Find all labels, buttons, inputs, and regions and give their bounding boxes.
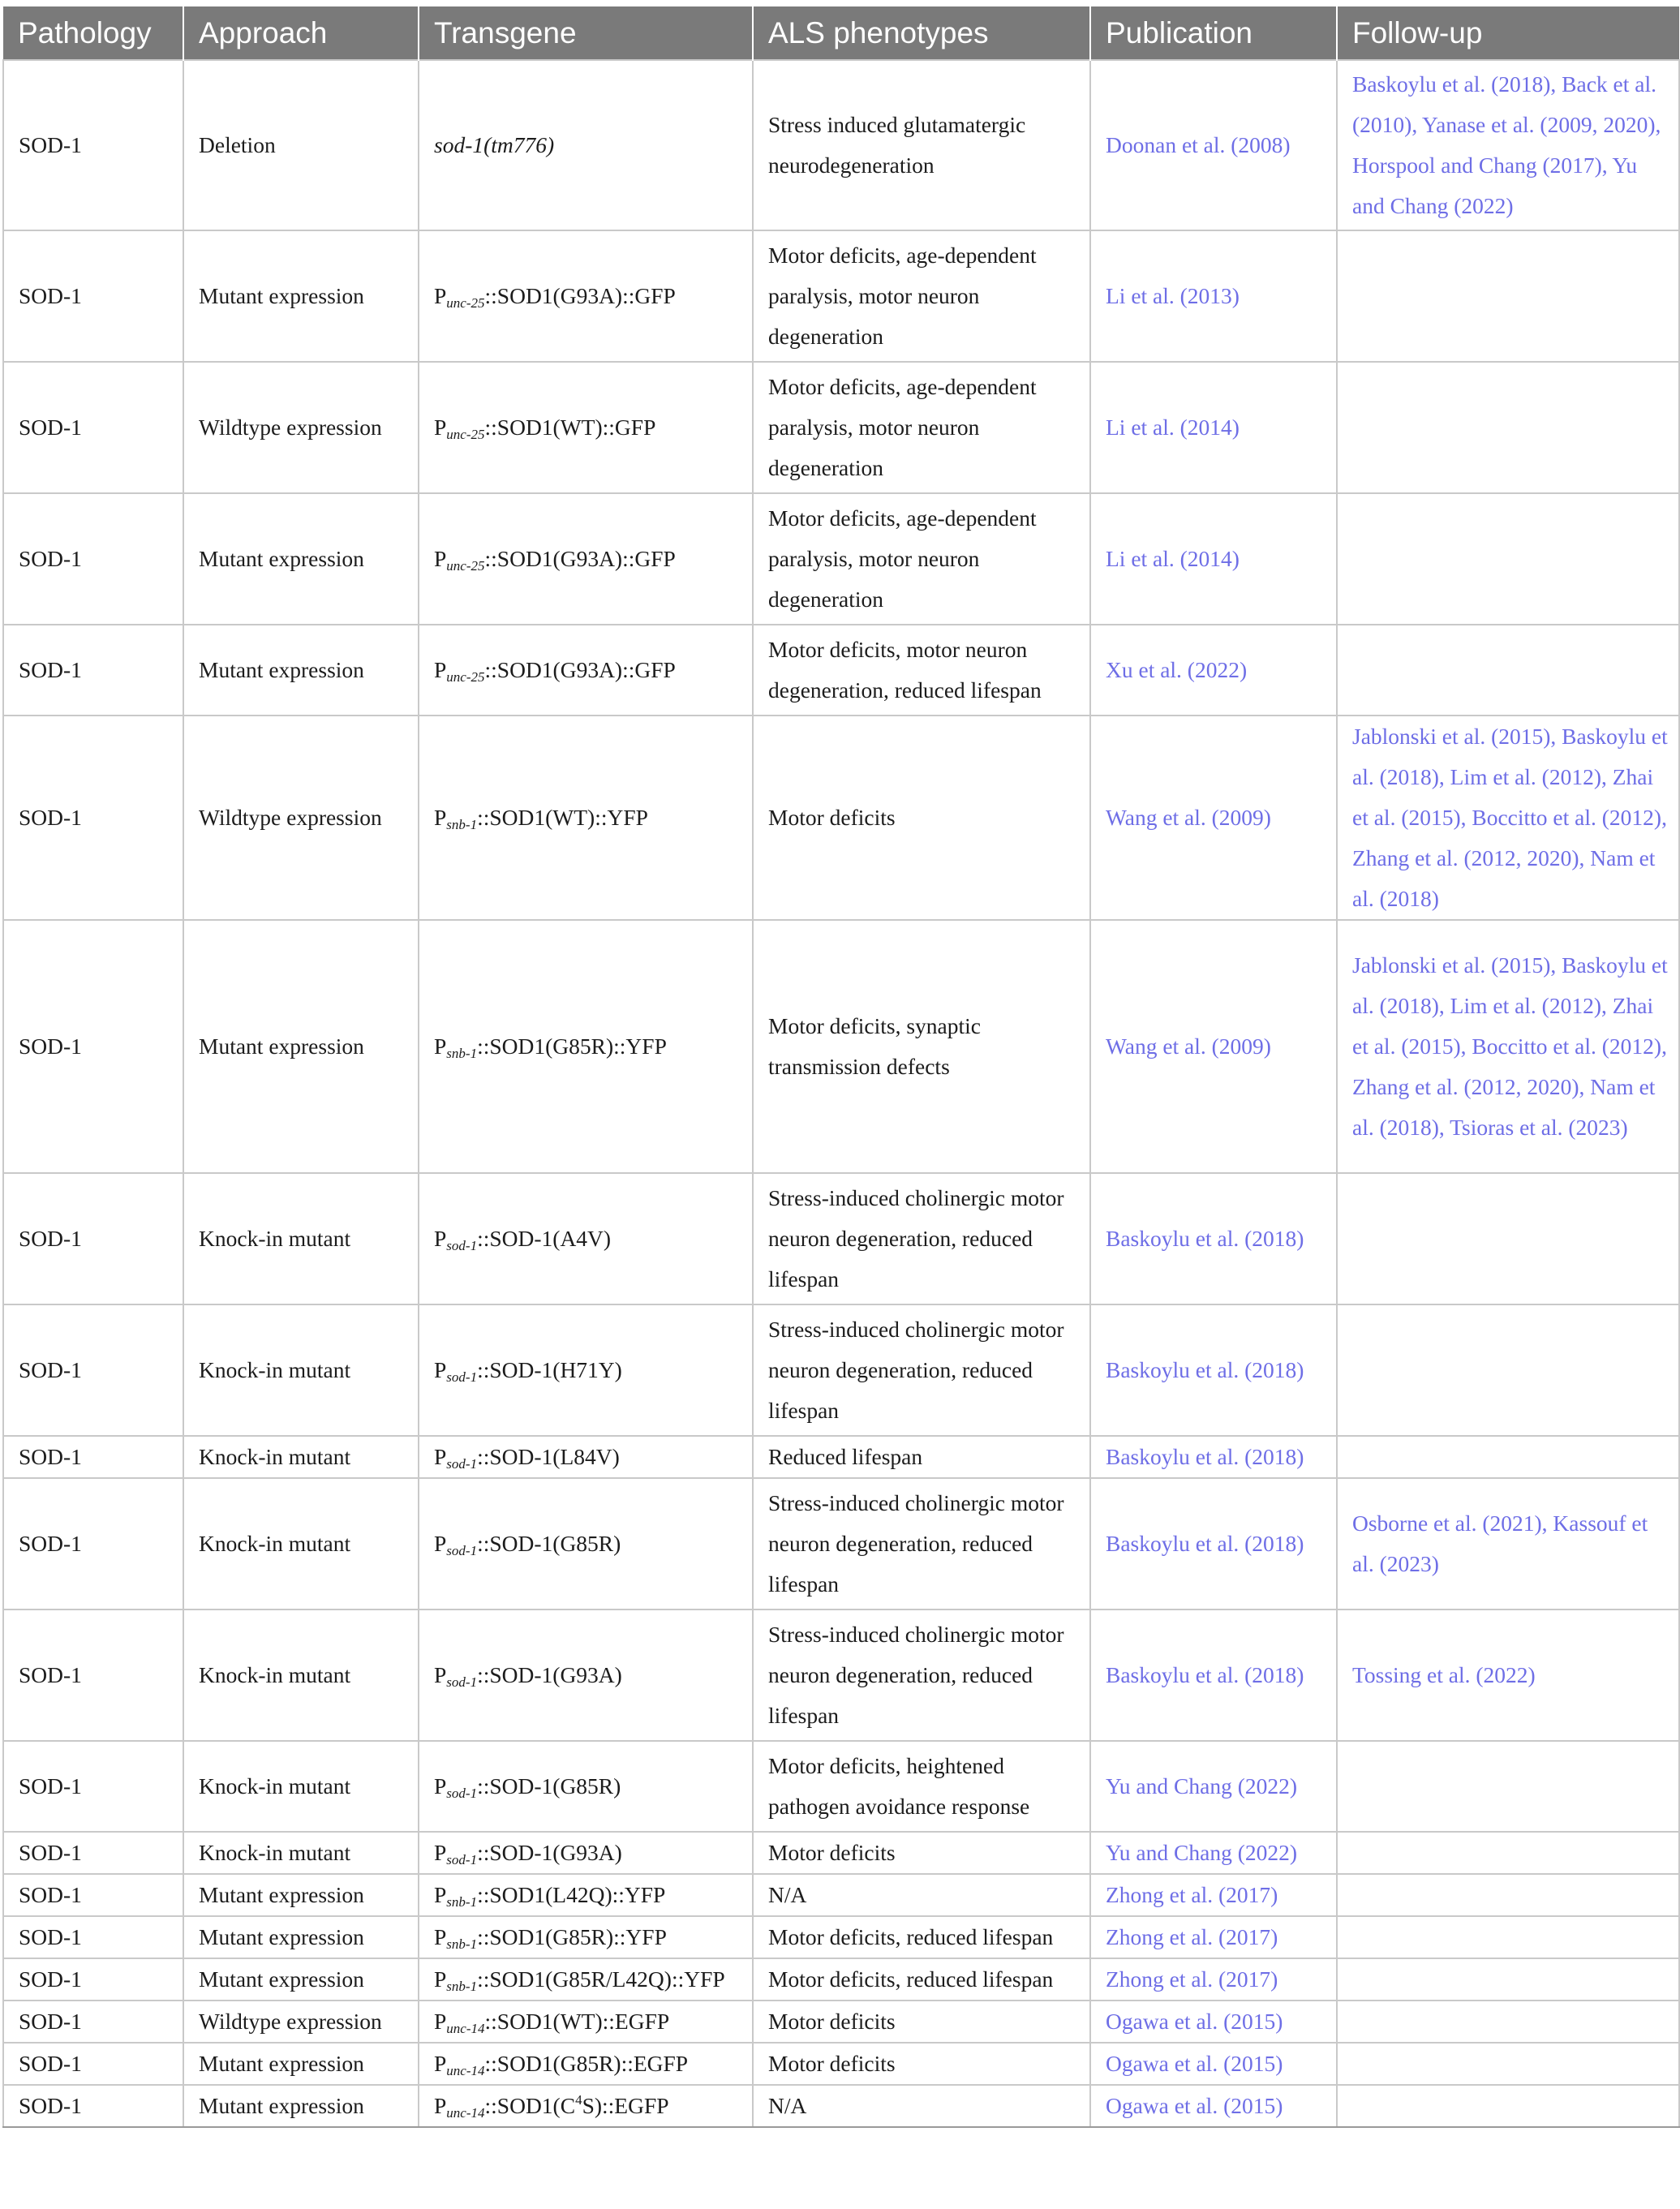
cell-als-phenotype: Stress-induced cholinergic motor neuron degeneration, reduced lifespan bbox=[753, 1304, 1090, 1436]
cell-transgene bbox=[419, 2043, 753, 2085]
table-row bbox=[3, 1874, 1679, 1916]
cell-publication-link[interactable]: Wang et al. (2009) bbox=[1090, 920, 1337, 1173]
transgene-construct: ::SOD-1(G93A) bbox=[477, 1840, 622, 1865]
cell-als-phenotype: Motor deficits, age-dependent paralysis, motor neuron degeneration bbox=[753, 230, 1090, 362]
cell-als-phenotype: Stress-induced cholinergic motor neuron degeneration, reduced lifespan bbox=[753, 1173, 1090, 1304]
cell-transgene bbox=[419, 1436, 753, 1478]
transgene-prefix: P bbox=[434, 1444, 447, 1469]
cell-publication-link[interactable]: Baskoylu et al. (2018) bbox=[1090, 1609, 1337, 1741]
cell-pathology: SOD-1 bbox=[3, 2043, 183, 2085]
transgene-construct: ::SOD1(G85R)::YFP bbox=[477, 1924, 667, 1949]
transgene-construct: ::SOD-1(A4V) bbox=[477, 1226, 612, 1251]
transgene-italic: sod-1(tm776) bbox=[434, 132, 555, 157]
table-row bbox=[3, 920, 1679, 1173]
cell-publication-link[interactable]: Wang et al. (2009) bbox=[1090, 716, 1337, 920]
cell-approach: Mutant expression bbox=[183, 230, 419, 362]
cell-pathology: SOD-1 bbox=[3, 1832, 183, 1874]
cell-follow-up-links bbox=[1337, 230, 1679, 362]
transgene-promoter: unc-14 bbox=[446, 2063, 485, 2078]
transgene-prefix: P bbox=[434, 1531, 447, 1556]
transgene-promoter: sod-1 bbox=[446, 1238, 478, 1253]
cell-follow-up-links bbox=[1337, 2043, 1679, 2085]
transgene-prefix: P bbox=[434, 1840, 447, 1865]
transgene-construct: ::SOD-1(H71Y) bbox=[477, 1357, 622, 1382]
cell-follow-up-links bbox=[1337, 1436, 1679, 1478]
cell-pathology: SOD-1 bbox=[3, 493, 183, 625]
cell-approach: Mutant expression bbox=[183, 920, 419, 1173]
cell-approach: Mutant expression bbox=[183, 2043, 419, 2085]
cell-publication-link[interactable]: Ogawa et al. (2015) bbox=[1090, 2043, 1337, 2085]
cell-publication-link[interactable]: Zhong et al. (2017) bbox=[1090, 1916, 1337, 1958]
cell-approach: Mutant expression bbox=[183, 625, 419, 716]
cell-publication-link[interactable]: Ogawa et al. (2015) bbox=[1090, 2085, 1337, 2127]
transgene-construct: ::SOD1(C bbox=[484, 2093, 576, 2118]
transgene-prefix: P bbox=[434, 283, 447, 308]
cell-follow-up-links bbox=[1337, 1304, 1679, 1436]
cell-approach: Deletion bbox=[183, 60, 419, 230]
cell-als-phenotype: Motor deficits, synaptic transmission defects bbox=[753, 920, 1090, 1173]
cell-follow-up-links bbox=[1337, 2001, 1679, 2043]
cell-pathology: SOD-1 bbox=[3, 920, 183, 1173]
cell-approach: Mutant expression bbox=[183, 2085, 419, 2127]
cell-transgene bbox=[419, 1741, 753, 1832]
transgene-promoter: sod-1 bbox=[446, 1786, 478, 1801]
cell-pathology: SOD-1 bbox=[3, 1958, 183, 2001]
cell-pathology: SOD-1 bbox=[3, 230, 183, 362]
transgene-promoter: snb-1 bbox=[446, 1979, 478, 1994]
table-row bbox=[3, 1609, 1679, 1741]
table-row bbox=[3, 625, 1679, 716]
cell-transgene bbox=[419, 1304, 753, 1436]
cell-follow-up-links[interactable]: Osborne et al. (2021), Kassouf et al. (2023) bbox=[1337, 1478, 1679, 1609]
cell-follow-up-links[interactable]: Baskoylu et al. (2018), Back et al. (2010), Yanase et al. (2009, 2020), Horspool and Chang (2017), Yu and Chang (2022) bbox=[1337, 60, 1679, 230]
transgene-promoter: snb-1 bbox=[446, 1894, 478, 1910]
cell-approach: Mutant expression bbox=[183, 1916, 419, 1958]
cell-als-phenotype: N/A bbox=[753, 1874, 1090, 1916]
cell-approach: Knock-in mutant bbox=[183, 1609, 419, 1741]
cell-publication-link[interactable]: Li et al. (2013) bbox=[1090, 230, 1337, 362]
cell-als-phenotype: Reduced lifespan bbox=[753, 1436, 1090, 1478]
transgene-prefix: P bbox=[434, 1882, 447, 1907]
cell-pathology: SOD-1 bbox=[3, 1436, 183, 1478]
cell-follow-up-links bbox=[1337, 1916, 1679, 1958]
cell-follow-up-links[interactable]: Tossing et al. (2022) bbox=[1337, 1609, 1679, 1741]
cell-als-phenotype: Motor deficits, heightened pathogen avoidance response bbox=[753, 1741, 1090, 1832]
table-row bbox=[3, 1958, 1679, 2001]
cell-publication-link[interactable]: Baskoylu et al. (2018) bbox=[1090, 1478, 1337, 1609]
table-row bbox=[3, 1478, 1679, 1609]
cell-approach: Knock-in mutant bbox=[183, 1832, 419, 1874]
transgene-construct: ::SOD1(WT)::GFP bbox=[484, 415, 656, 440]
cell-publication-link[interactable]: Yu and Chang (2022) bbox=[1090, 1741, 1337, 1832]
header-approach: Approach bbox=[183, 6, 419, 60]
transgene-promoter: unc-25 bbox=[446, 295, 485, 311]
table-row bbox=[3, 1916, 1679, 1958]
transgene-construct: ::SOD1(L42Q)::YFP bbox=[477, 1882, 666, 1907]
transgene-prefix: P bbox=[434, 2093, 447, 2118]
table-row bbox=[3, 1173, 1679, 1304]
header-als-phenotypes: ALS phenotypes bbox=[753, 6, 1090, 60]
cell-publication-link[interactable]: Zhong et al. (2017) bbox=[1090, 1874, 1337, 1916]
cell-publication-link[interactable]: Xu et al. (2022) bbox=[1090, 625, 1337, 716]
transgene-prefix: P bbox=[434, 1924, 447, 1949]
cell-follow-up-links bbox=[1337, 1874, 1679, 1916]
cell-transgene bbox=[419, 1874, 753, 1916]
cell-transgene bbox=[419, 625, 753, 716]
transgene-construct: ::SOD1(G85R)::YFP bbox=[477, 1034, 667, 1059]
cell-follow-up-links bbox=[1337, 493, 1679, 625]
cell-publication-link[interactable]: Ogawa et al. (2015) bbox=[1090, 2001, 1337, 2043]
cell-pathology: SOD-1 bbox=[3, 1874, 183, 1916]
table-row bbox=[3, 1832, 1679, 1874]
cell-approach: Knock-in mutant bbox=[183, 1478, 419, 1609]
table-body bbox=[3, 60, 1679, 2127]
transgene-promoter: unc-14 bbox=[446, 2021, 485, 2036]
cell-pathology: SOD-1 bbox=[3, 1478, 183, 1609]
cell-approach: Mutant expression bbox=[183, 493, 419, 625]
transgene-promoter: sod-1 bbox=[446, 1369, 478, 1385]
transgene-promoter: sod-1 bbox=[446, 1456, 478, 1472]
transgene-promoter: snb-1 bbox=[446, 817, 478, 832]
transgene-promoter: unc-14 bbox=[446, 2105, 485, 2121]
transgene-promoter: snb-1 bbox=[446, 1046, 478, 1061]
cell-follow-up-links bbox=[1337, 1832, 1679, 1874]
header-publication: Publication bbox=[1090, 6, 1337, 60]
transgene-prefix: P bbox=[434, 1226, 447, 1251]
cell-transgene bbox=[419, 2001, 753, 2043]
cell-transgene bbox=[419, 1916, 753, 1958]
cell-pathology: SOD-1 bbox=[3, 362, 183, 493]
cell-als-phenotype: N/A bbox=[753, 2085, 1090, 2127]
transgene-construct: ::SOD1(WT)::EGFP bbox=[484, 2009, 670, 2034]
table-row bbox=[3, 716, 1679, 920]
cell-als-phenotype: Motor deficits, motor neuron degeneration, reduced lifespan bbox=[753, 625, 1090, 716]
transgene-promoter: unc-25 bbox=[446, 427, 485, 442]
table-row bbox=[3, 1436, 1679, 1478]
cell-publication-link[interactable]: Zhong et al. (2017) bbox=[1090, 1958, 1337, 2001]
cell-follow-up-links[interactable]: Jablonski et al. (2015), Baskoylu et al. (2018), Lim et al. (2012), Zhai et al. (2015), Boccitto et al. (2012), Zhang et al. (2012, 2020), Nam et al. (2018) bbox=[1337, 716, 1679, 920]
cell-als-phenotype: Motor deficits bbox=[753, 1832, 1090, 1874]
transgene-construct: ::SOD1(G85R)::EGFP bbox=[484, 2051, 689, 2076]
transgene-suffix: S)::EGFP bbox=[582, 2093, 669, 2118]
transgene-prefix: P bbox=[434, 2009, 447, 2034]
table-row bbox=[3, 2085, 1679, 2127]
cell-als-phenotype: Motor deficits, reduced lifespan bbox=[753, 1958, 1090, 2001]
cell-als-phenotype: Stress-induced cholinergic motor neuron degeneration, reduced lifespan bbox=[753, 1609, 1090, 1741]
transgene-prefix: P bbox=[434, 657, 447, 682]
cell-pathology: SOD-1 bbox=[3, 1609, 183, 1741]
table-row bbox=[3, 493, 1679, 625]
cell-follow-up-links bbox=[1337, 362, 1679, 493]
transgene-construct: ::SOD1(G93A)::GFP bbox=[484, 546, 676, 571]
cell-publication-link[interactable]: Baskoylu et al. (2018) bbox=[1090, 1304, 1337, 1436]
cell-pathology: SOD-1 bbox=[3, 2085, 183, 2127]
cell-transgene bbox=[419, 362, 753, 493]
transgene-prefix: P bbox=[434, 1662, 447, 1687]
table-row bbox=[3, 2043, 1679, 2085]
cell-publication-link[interactable]: Li et al. (2014) bbox=[1090, 362, 1337, 493]
cell-als-phenotype: Stress-induced cholinergic motor neuron degeneration, reduced lifespan bbox=[753, 1478, 1090, 1609]
transgene-promoter: unc-25 bbox=[446, 558, 485, 574]
transgene-prefix: P bbox=[434, 546, 447, 571]
table-row bbox=[3, 1741, 1679, 1832]
cell-follow-up-links[interactable]: Jablonski et al. (2015), Baskoylu et al. (2018), Lim et al. (2012), Zhai et al. (2015), Boccitto et al. (2012), Zhang et al. (2012, 2020), Nam et al. (2018), Tsioras et al. (2023) bbox=[1337, 920, 1679, 1173]
cell-pathology: SOD-1 bbox=[3, 625, 183, 716]
table-row bbox=[3, 2001, 1679, 2043]
transgene-construct: ::SOD-1(L84V) bbox=[477, 1444, 620, 1469]
transgene-prefix: P bbox=[434, 1034, 447, 1059]
cell-publication-link[interactable]: Doonan et al. (2008) bbox=[1090, 60, 1337, 230]
cell-approach: Mutant expression bbox=[183, 1958, 419, 2001]
cell-pathology: SOD-1 bbox=[3, 716, 183, 920]
header-follow-up: Follow-up bbox=[1337, 6, 1679, 60]
transgene-construct: ::SOD-1(G93A) bbox=[477, 1662, 622, 1687]
transgene-promoter: snb-1 bbox=[446, 1936, 478, 1952]
cell-pathology: SOD-1 bbox=[3, 1173, 183, 1304]
cell-als-phenotype: Stress induced glutamatergic neurodegeneration bbox=[753, 60, 1090, 230]
transgene-prefix: P bbox=[434, 1357, 447, 1382]
cell-approach: Knock-in mutant bbox=[183, 1741, 419, 1832]
table-row bbox=[3, 60, 1679, 230]
cell-als-phenotype: Motor deficits, age-dependent paralysis, motor neuron degeneration bbox=[753, 493, 1090, 625]
transgene-construct: ::SOD-1(G85R) bbox=[477, 1773, 621, 1799]
cell-transgene bbox=[419, 230, 753, 362]
cell-publication-link[interactable]: Li et al. (2014) bbox=[1090, 493, 1337, 625]
cell-transgene bbox=[419, 920, 753, 1173]
transgene-construct: ::SOD1(WT)::YFP bbox=[477, 805, 648, 830]
cell-als-phenotype: Motor deficits, reduced lifespan bbox=[753, 1916, 1090, 1958]
transgene-prefix: P bbox=[434, 415, 447, 440]
cell-transgene bbox=[419, 716, 753, 920]
table-row bbox=[3, 230, 1679, 362]
transgene-prefix: P bbox=[434, 805, 447, 830]
cell-transgene bbox=[419, 60, 753, 230]
transgene-promoter: sod-1 bbox=[446, 1674, 478, 1690]
cell-follow-up-links bbox=[1337, 1173, 1679, 1304]
header-row bbox=[3, 6, 1679, 60]
cell-als-phenotype: Motor deficits bbox=[753, 716, 1090, 920]
cell-approach: Wildtype expression bbox=[183, 2001, 419, 2043]
transgene-construct: ::SOD1(G85R/L42Q)::YFP bbox=[477, 1966, 725, 1992]
cell-publication-link[interactable]: Baskoylu et al. (2018) bbox=[1090, 1436, 1337, 1478]
cell-transgene bbox=[419, 1609, 753, 1741]
transgene-construct: ::SOD1(G93A)::GFP bbox=[484, 657, 676, 682]
cell-publication-link[interactable]: Yu and Chang (2022) bbox=[1090, 1832, 1337, 1874]
transgene-promoter: sod-1 bbox=[446, 1543, 478, 1558]
cell-approach: Knock-in mutant bbox=[183, 1436, 419, 1478]
cell-transgene bbox=[419, 1958, 753, 2001]
als-models-table bbox=[2, 6, 1680, 2128]
cell-transgene bbox=[419, 2085, 753, 2127]
cell-follow-up-links bbox=[1337, 1958, 1679, 2001]
cell-transgene bbox=[419, 1478, 753, 1609]
cell-pathology: SOD-1 bbox=[3, 1916, 183, 1958]
cell-publication-link[interactable]: Baskoylu et al. (2018) bbox=[1090, 1173, 1337, 1304]
cell-approach: Wildtype expression bbox=[183, 362, 419, 493]
cell-transgene bbox=[419, 1832, 753, 1874]
header-pathology: Pathology bbox=[3, 6, 183, 60]
cell-als-phenotype: Motor deficits bbox=[753, 2001, 1090, 2043]
cell-pathology: SOD-1 bbox=[3, 1304, 183, 1436]
transgene-promoter: unc-25 bbox=[446, 669, 485, 685]
cell-approach: Wildtype expression bbox=[183, 716, 419, 920]
cell-als-phenotype: Motor deficits, age-dependent paralysis, motor neuron degeneration bbox=[753, 362, 1090, 493]
table-row bbox=[3, 1304, 1679, 1436]
cell-follow-up-links bbox=[1337, 2085, 1679, 2127]
cell-approach: Mutant expression bbox=[183, 1874, 419, 1916]
cell-pathology: SOD-1 bbox=[3, 1741, 183, 1832]
cell-follow-up-links bbox=[1337, 1741, 1679, 1832]
transgene-construct: ::SOD1(G93A)::GFP bbox=[484, 283, 676, 308]
cell-transgene bbox=[419, 1173, 753, 1304]
cell-als-phenotype: Motor deficits bbox=[753, 2043, 1090, 2085]
cell-approach: Knock-in mutant bbox=[183, 1173, 419, 1304]
transgene-promoter: sod-1 bbox=[446, 1852, 478, 1867]
transgene-prefix: P bbox=[434, 1773, 447, 1799]
transgene-prefix: P bbox=[434, 1966, 447, 1992]
cell-approach: Knock-in mutant bbox=[183, 1304, 419, 1436]
cell-transgene bbox=[419, 493, 753, 625]
cell-pathology: SOD-1 bbox=[3, 60, 183, 230]
transgene-superscript: 4 bbox=[575, 2092, 582, 2108]
transgene-prefix: P bbox=[434, 2051, 447, 2076]
table-row bbox=[3, 362, 1679, 493]
cell-pathology: SOD-1 bbox=[3, 2001, 183, 2043]
header-transgene: Transgene bbox=[419, 6, 753, 60]
cell-follow-up-links bbox=[1337, 625, 1679, 716]
transgene-construct: ::SOD-1(G85R) bbox=[477, 1531, 621, 1556]
